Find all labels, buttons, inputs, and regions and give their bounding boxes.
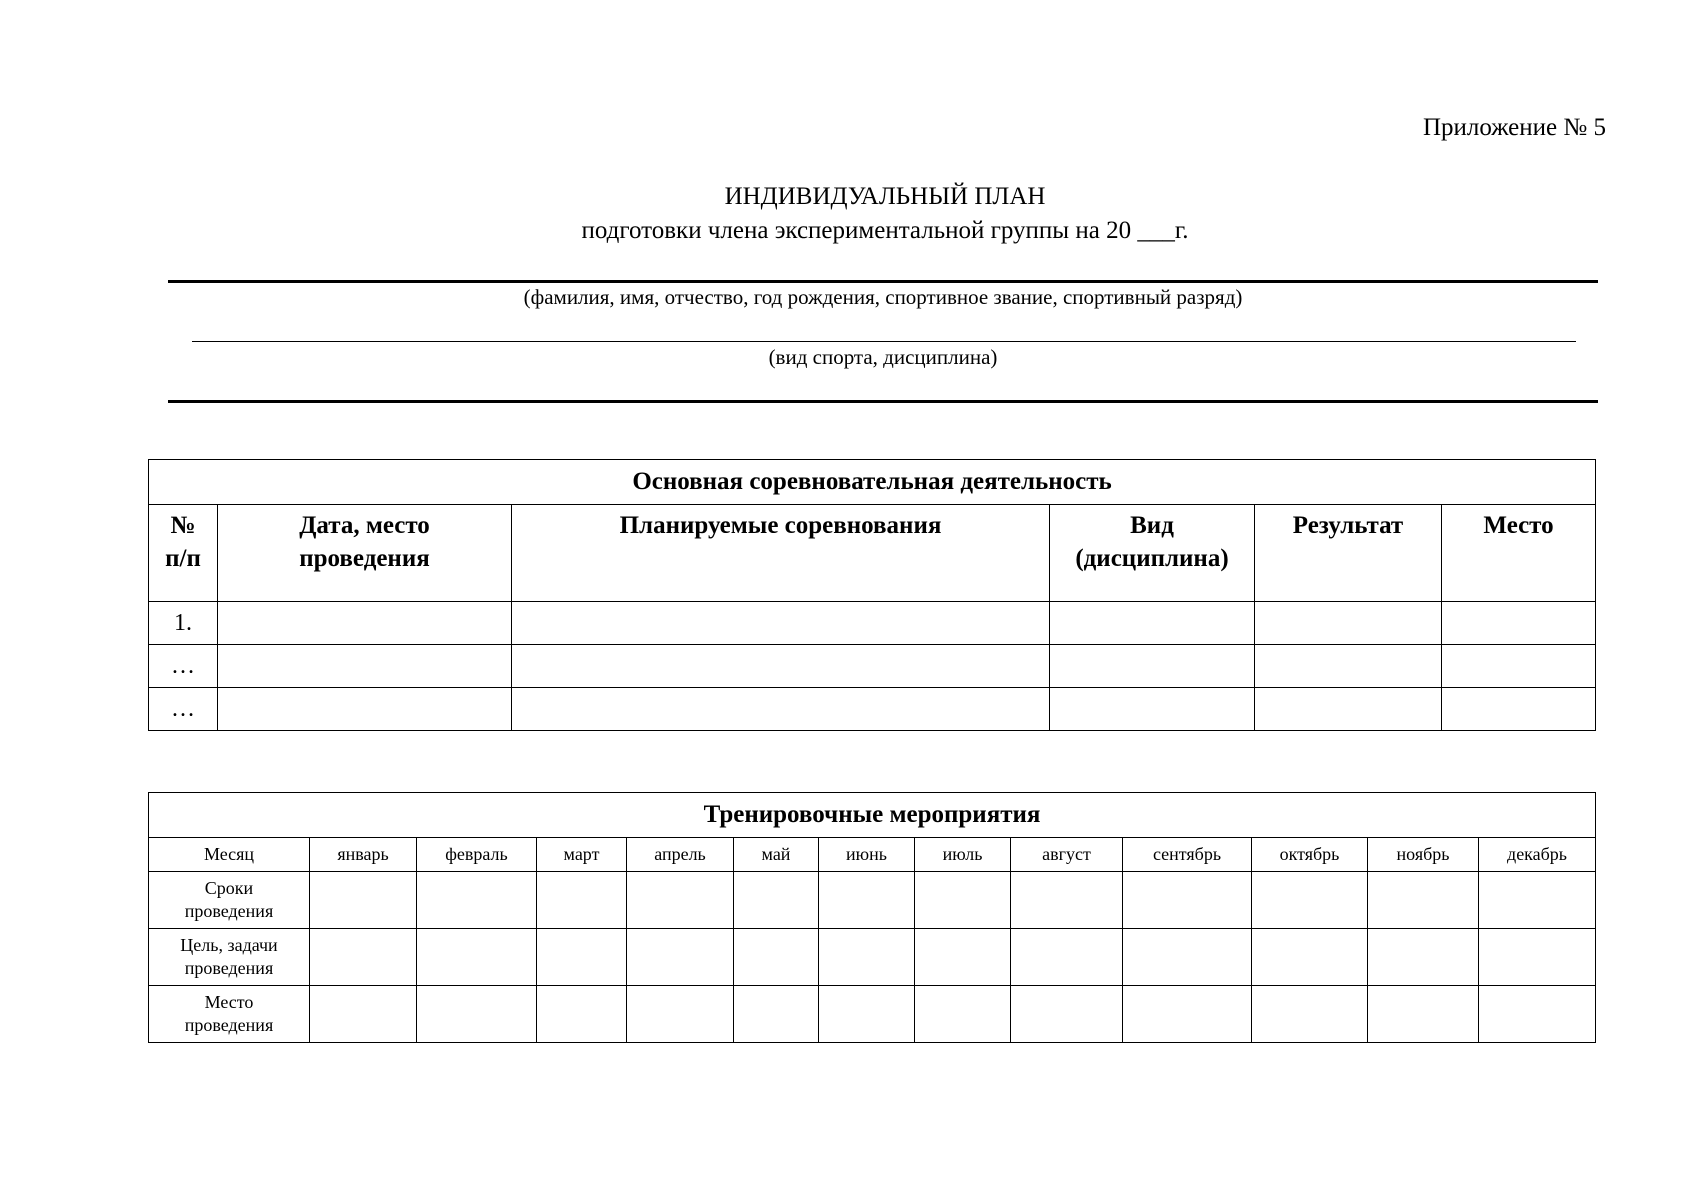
table-row	[149, 688, 1596, 731]
cell-result[interactable]	[1255, 602, 1442, 645]
sport-hint: (вид спорта, дисциплина)	[768, 345, 998, 369]
cell[interactable]	[1123, 872, 1252, 929]
month-mar: март	[537, 838, 627, 872]
cell[interactable]	[310, 986, 417, 1043]
cell-date-place[interactable]	[218, 688, 512, 731]
table-row	[149, 986, 1596, 1043]
row-number: …	[149, 645, 218, 688]
row-number: …	[149, 688, 218, 731]
cell[interactable]	[1123, 929, 1252, 986]
month-apr: апрель	[627, 838, 734, 872]
person-hint: (фамилия, имя, отчество, год рождения, спортивное звание, спортивный разряд)	[523, 285, 1243, 309]
title-line-1: ИНДИВИДУАЛЬНЫЙ ПЛАН	[724, 183, 1046, 210]
cell-result[interactable]	[1255, 688, 1442, 731]
cell[interactable]	[627, 929, 734, 986]
header-place: Место	[1442, 505, 1596, 602]
competition-table	[148, 459, 1596, 731]
appendix-label: Приложение № 5	[1422, 114, 1606, 141]
document-title	[0, 180, 1697, 248]
cell[interactable]	[537, 929, 627, 986]
sport-field-line	[192, 341, 1576, 342]
cell-place[interactable]	[1442, 688, 1596, 731]
cell[interactable]	[1252, 986, 1368, 1043]
month-sep: сентябрь	[1123, 838, 1252, 872]
cell[interactable]	[819, 929, 915, 986]
month-oct: октябрь	[1252, 838, 1368, 872]
cell[interactable]	[310, 929, 417, 986]
table-row	[149, 645, 1596, 688]
month-aug: август	[1011, 838, 1123, 872]
cell[interactable]	[1368, 929, 1479, 986]
month-jan: январь	[310, 838, 417, 872]
cell-date-place[interactable]	[218, 602, 512, 645]
cell-result[interactable]	[1255, 645, 1442, 688]
cell[interactable]	[1123, 986, 1252, 1043]
header-result: Результат	[1255, 505, 1442, 602]
cell[interactable]	[310, 872, 417, 929]
cell-discipline[interactable]	[1050, 688, 1255, 731]
cell[interactable]	[537, 872, 627, 929]
header-discipline: Вид (дисциплина)	[1050, 505, 1255, 602]
cell[interactable]	[537, 986, 627, 1043]
cell[interactable]	[915, 872, 1011, 929]
header-planned-competitions: Планируемые соревнования	[512, 505, 1050, 602]
month-nov: ноябрь	[1368, 838, 1479, 872]
cell[interactable]	[627, 986, 734, 1043]
header-number: № п/п	[149, 505, 218, 602]
cell[interactable]	[417, 929, 537, 986]
cell[interactable]	[734, 986, 819, 1043]
month-label: Месяц	[149, 838, 310, 872]
cell[interactable]	[819, 986, 915, 1043]
table-row	[149, 872, 1596, 929]
cell-place[interactable]	[1442, 645, 1596, 688]
cell[interactable]	[915, 929, 1011, 986]
cell[interactable]	[1479, 986, 1596, 1043]
cell[interactable]	[417, 986, 537, 1043]
cell-discipline[interactable]	[1050, 645, 1255, 688]
cell[interactable]	[734, 929, 819, 986]
cell-date-place[interactable]	[218, 645, 512, 688]
month-may: май	[734, 838, 819, 872]
cell[interactable]	[1011, 872, 1123, 929]
row-label-goals: Цель, задачи проведения	[149, 929, 310, 986]
cell[interactable]	[1368, 986, 1479, 1043]
competition-caption: Основная соревновательная деятельность	[149, 460, 1596, 505]
table-row	[149, 602, 1596, 645]
header-date-place: Дата, место проведения	[218, 505, 512, 602]
training-caption: Тренировочные мероприятия	[149, 793, 1596, 838]
row-label-dates: Сроки проведения	[149, 872, 310, 929]
cell[interactable]	[1479, 929, 1596, 986]
month-dec: декабрь	[1479, 838, 1596, 872]
month-jun: июнь	[819, 838, 915, 872]
cell-planned[interactable]	[512, 688, 1050, 731]
cell[interactable]	[417, 872, 537, 929]
cell[interactable]	[1368, 872, 1479, 929]
cell[interactable]	[1011, 929, 1123, 986]
cell[interactable]	[1252, 929, 1368, 986]
month-jul: июль	[915, 838, 1011, 872]
cell[interactable]	[1011, 986, 1123, 1043]
cell-discipline[interactable]	[1050, 602, 1255, 645]
title-line-2: подготовки члена экспериментальной группы на 20 ___г.	[581, 217, 1189, 244]
row-number: 1.	[149, 602, 218, 645]
table-row	[149, 929, 1596, 986]
divider-line	[168, 400, 1598, 403]
cell[interactable]	[627, 872, 734, 929]
cell[interactable]	[734, 872, 819, 929]
cell[interactable]	[915, 986, 1011, 1043]
cell-planned[interactable]	[512, 602, 1050, 645]
training-table	[148, 792, 1596, 1043]
cell-planned[interactable]	[512, 645, 1050, 688]
name-field-line	[168, 280, 1598, 283]
cell-place[interactable]	[1442, 602, 1596, 645]
row-label-place: Место проведения	[149, 986, 310, 1043]
cell[interactable]	[1252, 872, 1368, 929]
month-feb: февраль	[417, 838, 537, 872]
cell[interactable]	[819, 872, 915, 929]
cell[interactable]	[1479, 872, 1596, 929]
